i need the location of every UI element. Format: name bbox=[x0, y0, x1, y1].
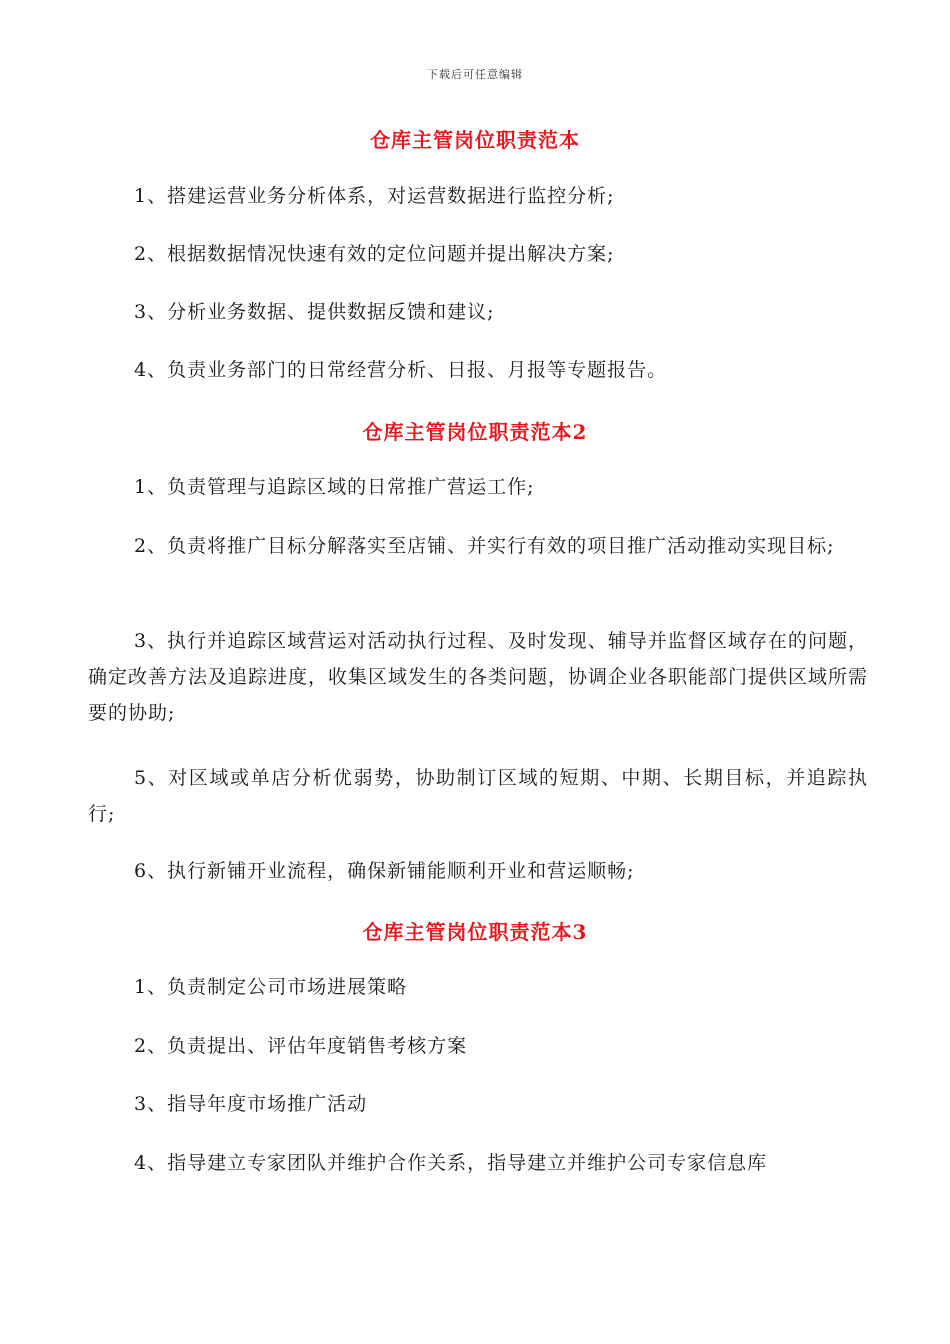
section-3-item-1: 1、负责制定公司市场进展策略 bbox=[134, 976, 408, 998]
section-2-item-3: 3、执行并追踪区域营运对活动执行过程、及时发现、辅导并监督区域存在的问题，确定改善方法及追踪进度，收集区域发生的各类问题，协调企业各职能部门提供区域所需要的协助; bbox=[88, 630, 869, 724]
section-3-item-3: 3、指导年度市场推广活动 bbox=[134, 1093, 368, 1115]
section-title-2: 仓库主管岗位职责范本2 bbox=[362, 420, 588, 444]
section-1-item-4: 4、负责业务部门的日常经营分析、日报、月报等专题报告。 bbox=[134, 359, 668, 381]
section-2-item-1: 1、负责管理与追踪区域的日常推广营运工作; bbox=[134, 476, 535, 498]
section-2-item-6: 6、执行新铺开业流程，确保新铺能顺利开业和营运顺畅; bbox=[134, 860, 635, 882]
section-1-item-1: 1、搭建运营业务分析体系，对运营数据进行监控分析; bbox=[134, 185, 615, 207]
section-2-item-5: 5、对区域或单店分析优弱势，协助制订区域的短期、中期、长期目标，并追踪执行; bbox=[88, 767, 868, 825]
header-note: 下载后可任意编辑 bbox=[427, 68, 523, 81]
section-3-item-4: 4、指导建立专家团队并维护合作关系，指导建立并维护公司专家信息库 bbox=[134, 1152, 768, 1174]
section-1-item-3: 3、分析业务数据、提供数据反馈和建议; bbox=[134, 301, 495, 323]
section-2-item-2: 2、负责将推广目标分解落实至店铺、并实行有效的项目推广活动推动实现目标; bbox=[134, 535, 835, 557]
section-1-item-2: 2、根据数据情况快速有效的定位问题并提出解决方案; bbox=[134, 243, 615, 265]
section-title-3: 仓库主管岗位职责范本3 bbox=[362, 920, 588, 944]
section-title-1: 仓库主管岗位职责范本 bbox=[370, 128, 580, 152]
section-3-item-2: 2、负责提出、评估年度销售考核方案 bbox=[134, 1035, 468, 1057]
